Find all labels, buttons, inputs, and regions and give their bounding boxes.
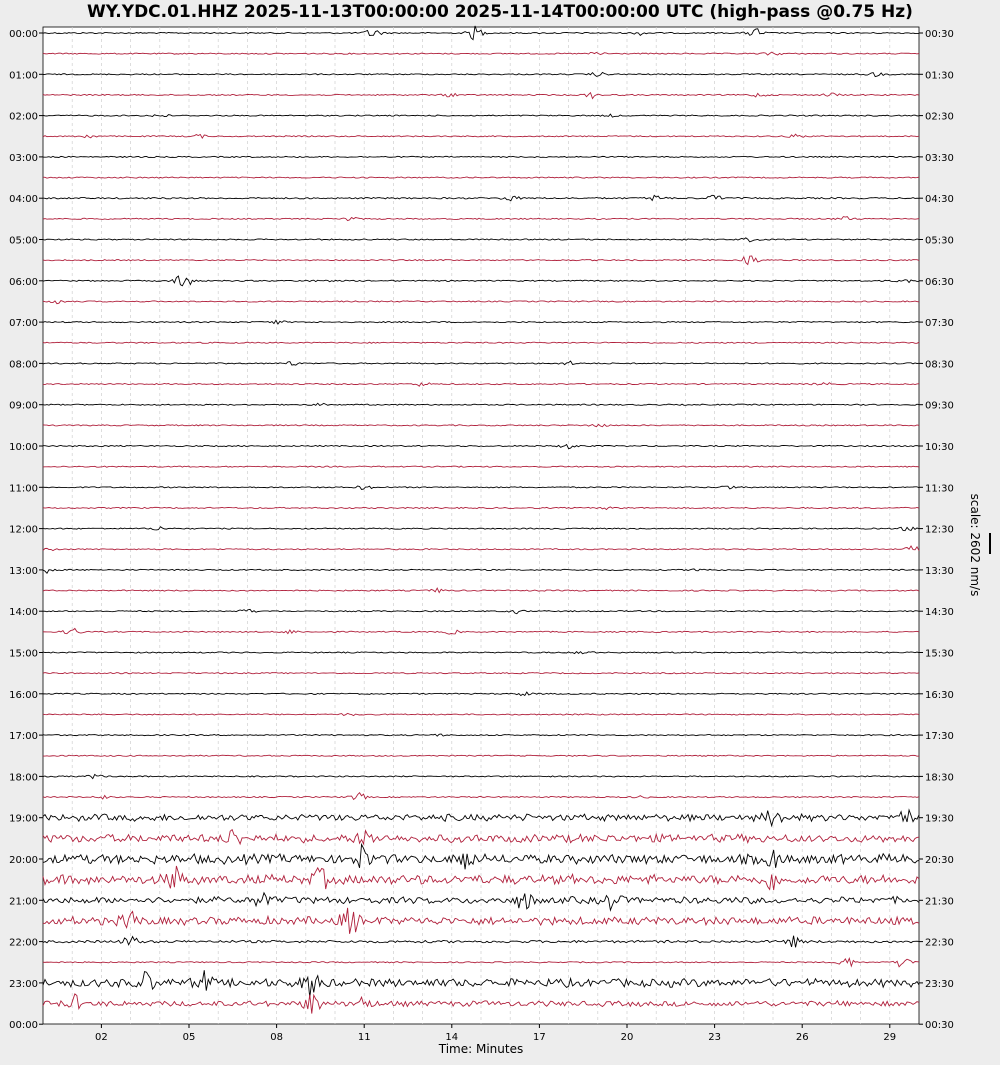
x-tick-label: 05	[182, 1032, 196, 1043]
y-right-label: 18:30	[925, 772, 954, 784]
y-left-label: 04:00	[9, 194, 38, 206]
x-tick-label: 29	[883, 1032, 897, 1043]
y-right-label: 11:30	[925, 483, 954, 495]
y-right-label: 08:30	[925, 359, 954, 371]
y-right-label: 13:30	[925, 565, 954, 577]
y-right-label: 07:30	[925, 318, 954, 330]
y-left-label: 01:00	[9, 70, 38, 82]
x-tick-label: 17	[533, 1032, 546, 1043]
x-tick-label: 11	[357, 1032, 371, 1043]
y-right-label: 09:30	[925, 400, 954, 412]
y-left-label: 17:00	[9, 731, 38, 743]
y-left-label: 11:00	[9, 483, 38, 495]
x-tick-label: 20	[620, 1032, 634, 1043]
y-left-label: 22:00	[9, 937, 38, 949]
y-left-label: 02:00	[9, 111, 38, 123]
chart-title: WY.YDC.01.HHZ 2025-11-13T00:00:00 2025-11-14T00:00:00 UTC (high-pass @0.75 Hz)	[87, 2, 913, 22]
x-tick-label: 02	[95, 1032, 108, 1043]
y-right-label: 22:30	[925, 937, 954, 949]
y-left-label: 06:00	[9, 276, 38, 288]
y-right-label: 16:30	[925, 689, 954, 701]
y-right-label: 12:30	[925, 524, 954, 536]
y-right-label: 23:30	[925, 978, 954, 990]
y-left-label: 08:00	[9, 359, 38, 371]
y-left-label: 09:00	[9, 400, 38, 412]
x-tick-label: 26	[795, 1032, 809, 1043]
y-right-label: 15:30	[925, 648, 954, 660]
y-left-label: 12:00	[9, 524, 38, 536]
y-left-label: 13:00	[9, 565, 38, 577]
y-right-label: 05:30	[925, 235, 954, 247]
x-tick-label: 08	[270, 1032, 283, 1043]
y-right-label: 17:30	[925, 731, 954, 743]
y-right-label: 00:30	[925, 1020, 954, 1032]
y-right-label: 03:30	[925, 152, 954, 164]
y-left-label: 23:00	[9, 978, 38, 990]
y-right-label: 10:30	[925, 442, 954, 453]
y-left-label: 14:00	[9, 607, 38, 619]
scale-label: scale: 2602 nm/s	[968, 493, 982, 597]
y-left-label: 19:00	[9, 813, 38, 825]
y-right-label: 19:30	[925, 813, 954, 825]
y-left-label: 21:00	[9, 896, 38, 908]
y-left-label: 15:00	[9, 648, 38, 660]
y-right-label: 20:30	[925, 855, 954, 866]
y-left-label: 07:00	[9, 318, 38, 330]
x-axis-label: Time: Minutes	[438, 1042, 524, 1056]
x-tick-label: 14	[445, 1032, 459, 1043]
y-left-label: 00:00	[9, 1020, 38, 1032]
y-left-label: 18:00	[9, 772, 38, 784]
y-left-label: 00:00	[9, 29, 38, 40]
y-right-label: 04:30	[925, 194, 954, 206]
y-right-label: 00:30	[925, 29, 954, 40]
y-right-label: 14:30	[925, 607, 954, 619]
y-right-label: 01:30	[925, 70, 954, 82]
scale-bar	[989, 533, 991, 554]
y-right-label: 06:30	[925, 276, 954, 288]
y-left-label: 16:00	[9, 689, 38, 701]
x-tick-label: 23	[708, 1032, 721, 1043]
y-right-label: 21:30	[925, 896, 954, 908]
y-left-label: 05:00	[9, 235, 38, 247]
y-left-label: 03:00	[9, 152, 38, 164]
y-left-label: 10:00	[9, 442, 38, 453]
y-left-label: 20:00	[9, 855, 38, 866]
y-right-label: 02:30	[925, 111, 954, 123]
